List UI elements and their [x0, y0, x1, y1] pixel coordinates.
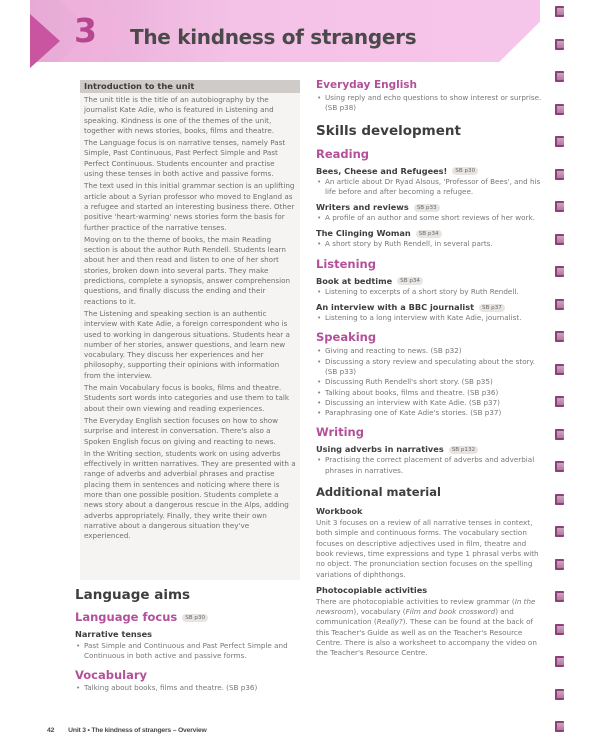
reading-item-title — [316, 228, 546, 239]
text-segment: ). These can be found at the back of this Teacher's Guide as well as on the Teacher's Resource Centre. There is also a worksheet to accompany the video on the Teacher's Resource Centre. — [316, 617, 537, 658]
page-number: 42 — [47, 727, 55, 734]
spiral-ring-icon — [555, 331, 564, 342]
spiral-ring-icon — [555, 396, 564, 407]
writing-item-title — [316, 444, 546, 455]
list-item: • Listening to excerpts of a short story by Ruth Rendell. — [316, 287, 546, 297]
intro-paragraph: The Everyday English section focuses on how to show surprise and interest in conversation. There's also a Spoken English focus on giving and reacting to news. — [84, 415, 279, 446]
item-title: Using adverbs in narratives — [316, 444, 444, 455]
list-item: • Practising the correct placement of adverbs and adverbial phrases in narratives. — [316, 455, 546, 476]
item-title: An interview with a BBC journalist — [316, 302, 474, 313]
activity-title: Really? — [376, 617, 403, 627]
spiral-ring-icon — [555, 201, 564, 212]
list-item: • Giving and reacting to news. (SB p32) — [316, 346, 546, 356]
list-item: • Talking about books, films and theatre. (SB p36) — [75, 683, 310, 693]
language-focus-label: Language focus — [75, 610, 178, 624]
unit-number: 3 — [74, 11, 97, 50]
activity-title: In the newsroom — [316, 596, 536, 617]
spiral-ring-icon — [555, 71, 564, 82]
page-ref-badge: SB p34 — [416, 230, 442, 238]
spiral-ring-icon — [555, 721, 564, 732]
vocabulary-list — [75, 683, 310, 693]
spiral-ring-icon — [555, 104, 564, 115]
spiral-ring-icon — [555, 234, 564, 245]
everyday-english-heading: Everyday English — [316, 79, 418, 91]
language-focus-list — [75, 641, 310, 662]
spiral-ring-icon — [555, 299, 564, 310]
speaking-heading: Speaking — [316, 330, 377, 345]
page-ref-badge: SB p33 — [414, 204, 440, 212]
page-title: The kindness of strangers — [130, 25, 417, 49]
intro-paragraph: Moving on to the theme of books, the main Reading section is about the author Ruth Rendell. Students learn about her and then read and listen to one of her short stories, broken down into several parts. They make predictions, complete a synopsis, answer comprehension questions, and finally discuss the ending and their reactions to it. — [84, 234, 291, 306]
spiral-ring-icon — [555, 591, 564, 602]
spiral-ring-icon — [555, 6, 564, 17]
spiral-ring-icon — [555, 689, 564, 700]
activity-title: Film and book crossword — [405, 607, 496, 617]
spiral-binding — [555, 0, 567, 750]
item-title: The Clinging Woman — [316, 228, 411, 239]
spiral-ring-icon — [555, 526, 564, 537]
text-segment: ), vocabulary ( — [353, 607, 406, 617]
spiral-ring-icon — [555, 559, 564, 570]
item-title: Writers and reviews — [316, 202, 409, 213]
listening-item-title — [316, 276, 546, 287]
intro-heading: Introduction to the unit — [80, 80, 300, 93]
spiral-ring-icon — [555, 494, 564, 505]
page-ref-badge: SB p34 — [397, 277, 423, 285]
list-item: • Paraphrasing one of Kate Adie's stories. (SB p37) — [316, 408, 546, 418]
reading-item-title — [316, 202, 546, 213]
text-segment: ) and communication ( — [316, 607, 514, 627]
vocabulary-heading: Vocabulary — [75, 667, 148, 682]
spiral-ring-icon — [555, 39, 564, 50]
workbook-text: Unit 3 focuses on a review of all narrative tenses in context, both simple and continuous forms. The vocabulary section focuses on descriptive adjectives used in film, theatre and book reviews, time expressions and type 1 phrasal verbs with no object. The pronunciation section focuses on the spelling variations of diphthongs. — [316, 518, 539, 579]
reading-list — [316, 177, 546, 198]
workbook-heading: Workbook — [316, 506, 363, 517]
list-item: • Past Simple and Continuous and Past Perfect Simple and Continuous in both active and passive forms. — [75, 641, 310, 662]
spiral-ring-icon — [555, 624, 564, 635]
list-item: • Using reply and echo questions to show interest or surprise. (SB p38) — [316, 93, 546, 114]
item-title: Book at bedtime — [316, 275, 393, 286]
language-aims-section — [75, 587, 310, 693]
language-focus-heading — [75, 610, 310, 624]
spiral-ring-icon — [555, 266, 564, 277]
photocopiable-text — [316, 597, 546, 659]
reading-list — [316, 239, 546, 249]
list-item: • A profile of an author and some short reviews of her work. — [316, 213, 546, 223]
spiral-ring-icon — [555, 429, 564, 440]
narrative-tenses-heading: Narrative tenses — [75, 629, 153, 639]
list-item: • A short story by Ruth Rendell, in several parts. — [316, 239, 546, 249]
intro-paragraph: The main Vocabulary focus is books, films and theatre. Students sort words into categories and use them to talk about their own viewing and reading experiences. — [84, 383, 290, 413]
listening-list — [316, 313, 546, 323]
intro-body — [80, 93, 300, 541]
page-ref-badge: SB p30 — [452, 167, 478, 175]
list-item: • Discussing a story review and speculating about the story. (SB p33) — [316, 357, 546, 378]
spiral-ring-icon — [555, 461, 564, 472]
list-item: • Discussing an interview with Kate Adie. (SB p37) — [316, 398, 546, 408]
listening-item-title — [316, 302, 546, 313]
page-ref-badge: SB p37 — [479, 304, 505, 312]
page-ref-badge: SB p30 — [182, 614, 208, 622]
language-aims-heading: Language aims — [75, 587, 191, 603]
spiral-ring-icon — [555, 656, 564, 667]
intro-paragraph: In the Writing section, students work on using adverbs effectively in written narratives. They are presented with a range of adverbs and adverbial phrases and practise placing them in sentences and noticing where there is more than one possible position. Students complete a news story about a dangerous rescue in the Alps, adding adverbs appropriately. Finally, they write their own narrative about a dangerous situation they've experienced. — [84, 448, 296, 541]
spiral-ring-icon — [555, 169, 564, 180]
spiral-ring-icon — [555, 136, 564, 147]
writing-heading: Writing — [316, 425, 364, 440]
listening-list — [316, 287, 546, 297]
reading-item-title — [316, 166, 546, 177]
item-title: Bees, Cheese and Refugees! — [316, 165, 448, 176]
list-item: • Talking about books, films and theatre. (SB p36) — [316, 388, 546, 398]
page-ref-badge: SB p132 — [449, 446, 478, 454]
additional-material-heading: Additional material — [316, 485, 441, 500]
intro-paragraph: The unit title is the title of an autobiography by the journalist Kate Adie, who is featured in Listening and speaking. Kindness is one of the themes of the unit, together with news stories, books, films and theatre. — [84, 95, 275, 135]
intro-paragraph: The Language focus is on narrative tenses, namely Past Simple, Past Continuous, Past Perfect Simple and Past Perfect Continuous. Students encounter and practise using these tenses in both active and passive forms. — [84, 138, 286, 179]
reading-list — [316, 213, 546, 223]
photocopiable-heading: Photocopiable activities — [316, 584, 428, 595]
list-item: • Discussing Ruth Rendell's short story. (SB p35) — [316, 377, 546, 387]
listening-heading: Listening — [316, 256, 376, 271]
spiral-ring-icon — [555, 364, 564, 375]
intro-paragraph: The text used in this initial grammar section is an uplifting article about a Syrian professor who moved to England as a refugee and started an interesting business there. Other positive 'heart-warming' news stories form the basis for further practice of the narrative tenses. — [84, 181, 295, 232]
introduction-box — [80, 80, 300, 580]
skills-development-heading: Skills development — [316, 122, 461, 139]
list-item: • An article about Dr Ryad Alsous, 'Professor of Bees', and his life before and after becoming a refugee. — [316, 177, 546, 198]
intro-paragraph: The Listening and speaking section is an authentic interview with Kate Adie, a foreign correspondent who is used to working in dangerous situations. Students hear a number of her stories, answer questions, and learn new vocabulary. They discuss her experiences and her philosophy, supporting their opinions with information from the interview. — [84, 308, 290, 380]
right-column — [316, 78, 546, 659]
footer-text: Unit 3 • The kindness of strangers – Overview — [68, 727, 207, 734]
speaking-list — [316, 346, 546, 418]
reading-heading: Reading — [316, 146, 370, 161]
everyday-english-list — [316, 93, 546, 114]
list-item: • Listening to a long interview with Kate Adie, journalist. — [316, 313, 546, 323]
text-segment: There are photocopiable activities to review grammar ( — [316, 596, 515, 606]
writing-list — [316, 455, 546, 476]
page-footer — [47, 727, 207, 734]
